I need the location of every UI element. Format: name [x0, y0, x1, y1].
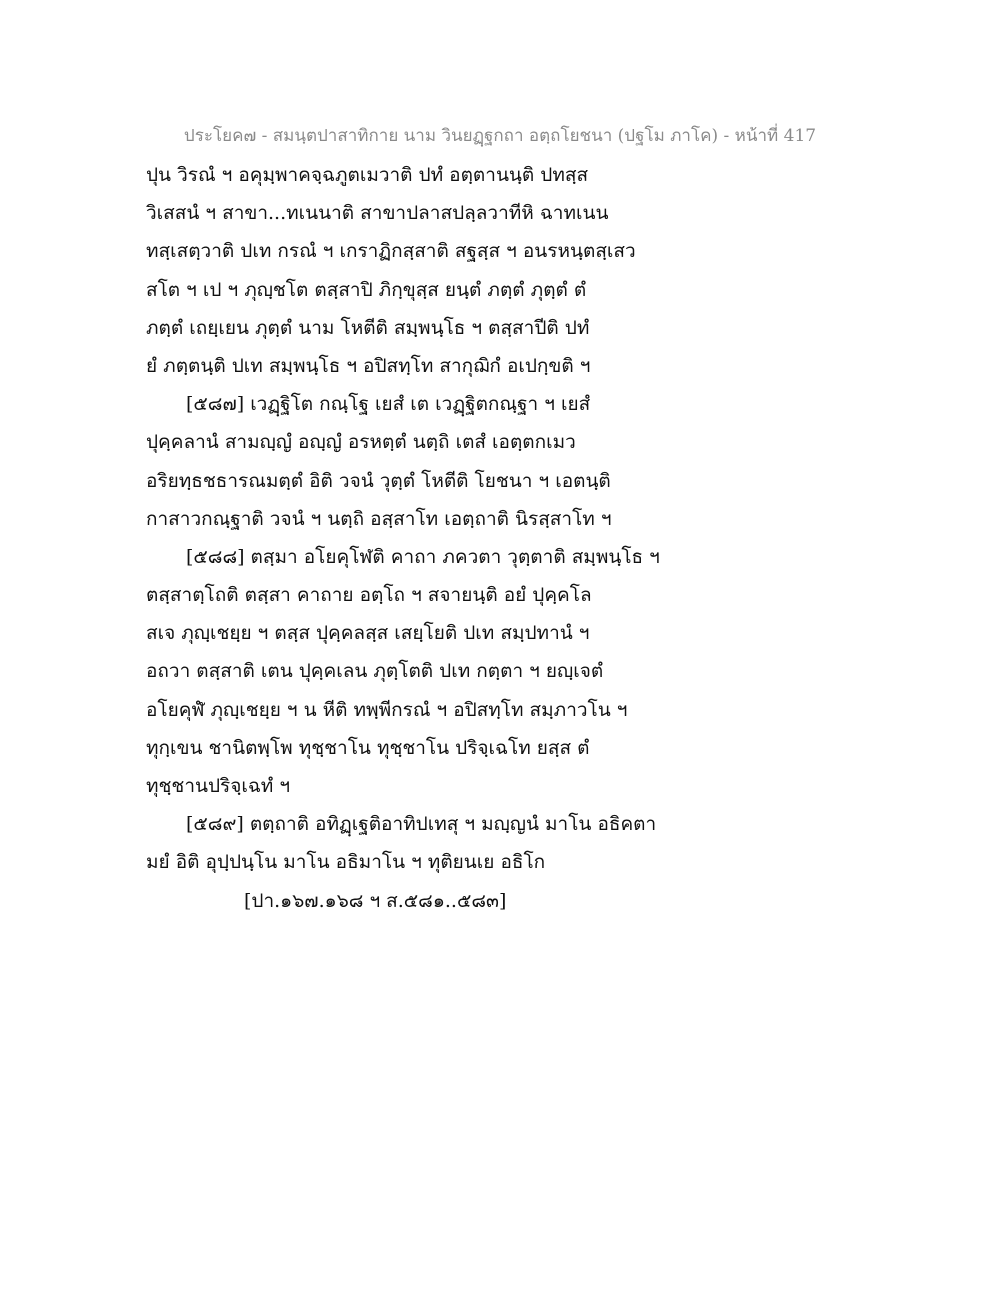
paragraph-587-start: [๕๘๗] เวฏฺฐิโต กณฺโฐ เยสํ เต เวฏฺฐิตกณฺฐา ฯ เยสํ: [186, 393, 591, 416]
paragraph-589-start: [๕๘๙] ตตฺถาติ อทิฏฺเฐติอาทิปเทสุ ฯ มญฺญนํ มาโน อธิคตา: [186, 813, 657, 836]
text-line: อถวา ตสฺสาติ เตน ปุคฺคเลน ภุตฺโตติ ปเท กตฺตา ฯ ยญฺเจตํ: [146, 660, 604, 683]
text-line: ปุน วิรณํ ฯ อคุมฺพาคจฺฉภูตเมวาติ ปทํ อตฺตานนฺติ ปทสฺส: [146, 164, 589, 186]
text-line: วิเสสนํ ฯ สาขา...ทเนนาติ สาขาปลาสปลฺลวาทีหิ ฉาทเนน: [146, 202, 609, 225]
text-line: อริยทฺธชธารณมตฺตํ อิติ วจนํ วุตฺตํ โหตีติ โยชนา ฯ เอตนฺติ: [146, 469, 611, 492]
page-reference: [ปา.๑๖๗.๑๖๘ ฯ ส.๕๘๑..๕๘๓]: [244, 889, 507, 912]
text-line: ยํ ภตฺตนฺติ ปเท สมฺพนฺโธ ฯ อปิสทฺโท สากุฌิกํ อเปกฺขติ ฯ: [146, 354, 591, 377]
body-text: [146, 156, 866, 920]
text-line: ตสฺสาตฺโถติ ตสฺสา คาถาย อตฺโถ ฯ สจายนฺติ อยํ ปุคฺคโล: [146, 584, 592, 607]
text-line: สโต ฯ เป ฯ ภุญฺชโต ตสฺสาปิ ภิกฺขุสฺส ยนฺตํ ภตฺตํ ภุตฺตํ ตํ: [146, 278, 587, 301]
text-line: กาสาวกณฺฐาติ วจนํ ฯ นตฺถิ อสฺสาโท เอตฺถาติ นิรสฺสาโท ฯ: [146, 507, 612, 530]
text-line: ภตฺตํ เถยฺเยน ภุตฺตํ นาม โหตีติ สมฺพนฺโธ ฯ ตสฺสาปีติ ปทํ: [146, 316, 590, 339]
text-line: ปุคฺคลานํ สามญฺญํ อญฺญํ อรหตฺตํ นตฺถิ เตสํ เอตฺตกเมว: [146, 431, 576, 454]
text-line: ทุกฺเขน ชานิตพฺโพ ทุชฺชาโน ทุชฺชาโน ปริจฺเฉโท ยสฺส ตํ: [146, 736, 590, 759]
page-header: ประโยค๗ - สมนฺตปาสาทิกาย นาม วินยฏฺฐกถา อตฺถโยชนา (ปฐโม ภาโค) - หน้าที่ 417: [183, 126, 817, 146]
paragraph-588-start: [๕๘๘] ตสฺมา อโยคุโฬติ คาถา ภควตา วุตฺตาติ สมฺพนฺโธ ฯ: [186, 545, 660, 568]
text-line: ทุชฺชานปริจฺเฉทํ ฯ: [146, 775, 291, 797]
text-line: อโยคุฬํ ภุญฺเชยฺย ฯ น หีติ ทพฺพีกรณํ ฯ อปิสทฺโท สมฺภาวโน ฯ: [146, 698, 628, 721]
text-line: สเจ ภุญฺเชยฺย ฯ ตสฺส ปุคฺคลสฺส เสยฺโยติ ปเท สมฺปทานํ ฯ: [146, 622, 590, 645]
text-line: ทสฺเสตฺวาติ ปเท กรณํ ฯ เกราฏิกสฺสาติ สฐสฺส ฯ อนรหนฺตสฺเสว: [146, 240, 636, 263]
text-line: มยํ อิติ อุปฺปนฺโน มาโน อธิมาโน ฯ ทุติยนเย อธิโก: [146, 851, 546, 874]
